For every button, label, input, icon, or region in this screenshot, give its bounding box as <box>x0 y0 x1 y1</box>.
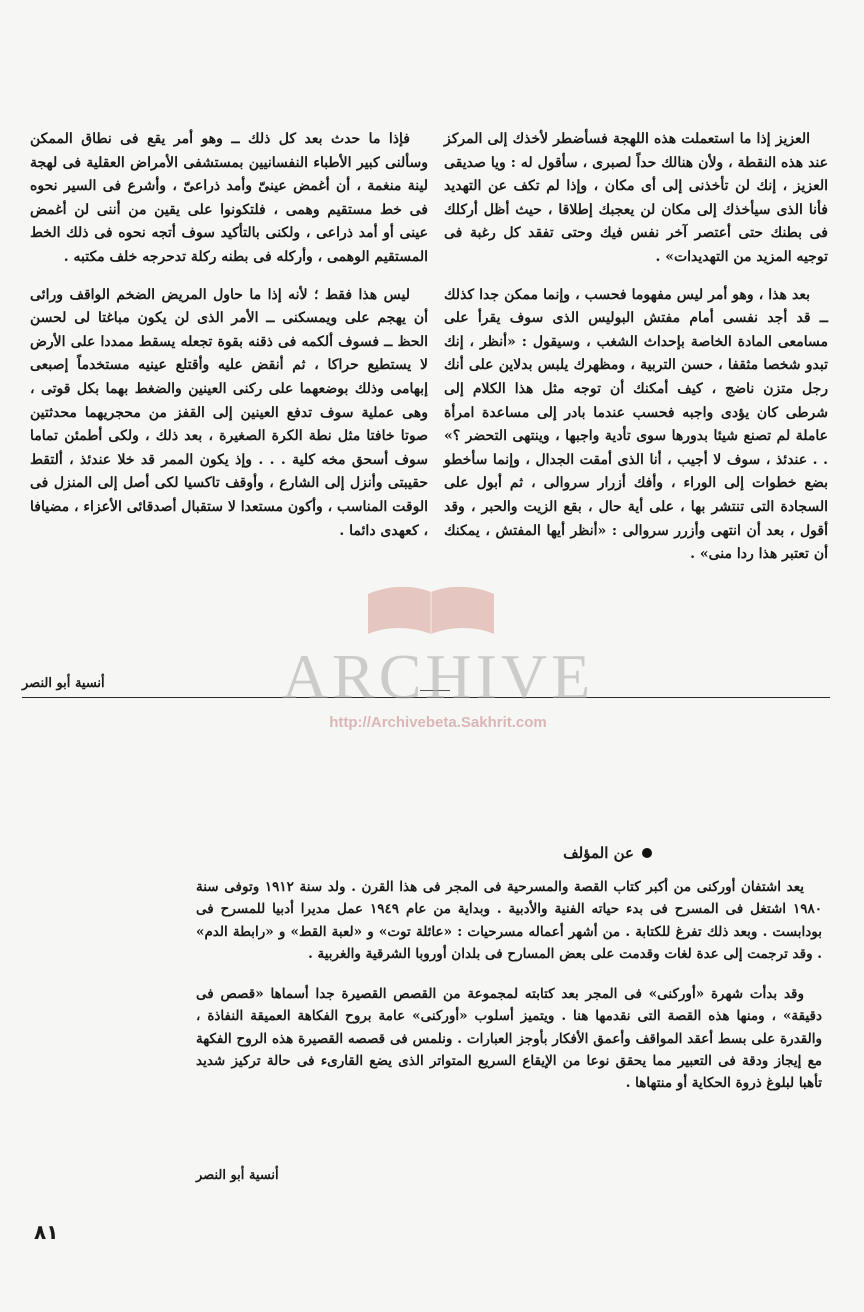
watermark-title: ARCHIVE <box>281 641 595 712</box>
page-number: ٨١ <box>34 1220 59 1244</box>
about-paragraph-2: وقد بدأت شهرة «أوركنى» فى المجر بعد كتابته لمجموعة من القصص القصيرة جدا أسماها «قصص فى دقيقة» ، ومنها هذه القصة التى نقدمها هنا . ويتميز أسلوب «أوركنى» عامة بروح الفكاهة العميقة النفاذة ، والقدرة على بسط أعقد المواقف وأعمق الأفكار بأوجز العبارات . ونلمس فى قصصه القصيرة هذه الروح الفكهة مع إيجاز ودقة فى التعبير مما يحقق نوعا من الإيقاع السريع المتواتر الذى يضع القارىء فى حالة تركيز شديد تأهبا لبلوغ ذروة الحكاية أو منتهاها . <box>196 986 822 1092</box>
right-paragraph-1: العزيز إذا ما استعملت هذه اللهجة فسأضطر لأخذك إلى المركز عند هذه النقطة ، ولأن هنالك حداً لصبرى ، سأقول له : ويا صديقى العزيز ، إنك لن تأخذنى إلى أى مكان ، وإذا لم تكف عن التهديد فأنا الذى سيأخذك إلى مكان لن يعجبك إطلاقا ، حيث أظل أركلك فى بطنك حتى أعتصر آخر نفس فيك وحتى تفقد كل رغبة فى توجيه المزيد من التهديدات» . <box>444 131 828 265</box>
left-paragraph-1: فإذا ما حدث بعد كل ذلك ــ وهو أمر يقع فى نطاق الممكن وسألنى كبير الأطباء النفسانيين بمستشفى الأمراض العقلية فى لهجة لينة منغمة ، أن أغمض عينىّ وأمد ذراعىّ ، وأشرع فى السير نحوه فى خط مستقيم وهمى ، فلتكونوا على يقين من أننى لن أغمض عينى أو أمد ذراعى ، ولكنى بالتأكيد سوف أتجه نحوه فى ذلك الخط المستقيم الوهمى ، وأركله فى بطنه ركلة تدحرجه خلف مكتبه . <box>30 131 428 265</box>
about-paragraph-1: يعد اشتفان أوركنى من أكبر كتاب القصة والمسرحية فى المجر فى هذا القرن . ولد سنة ١٩١٢ وتوفى سنة ١٩٨٠ اشتغل فى المسرح فى بدء حياته الفنية والأدبية . وبداية من عام ١٩٤٩ عمل مديرا أدبيا للمسرح فى بودابست . وبعد ذلك تفرغ للكتابة . من أشهر أعماله مسرحيات : «عائلة توت» و «لعبة القط» و «رابطة الدم» . وقد ترجمت إلى عدة لغات وقدمت على بعض المسارح فى بلدان أوروبا الشرقية والغربية . <box>196 879 822 962</box>
right-paragraph-2: بعد هذا ، وهو أمر ليس مفهوما فحسب ، وإنما ممكن جدا كذلك ــ قد أجد نفسى أمام مفتش البوليس الذى سوف يقرأ على مسامعى المادة الخاصة بإحداث الشغب ، وسيقول : «أنظر ، إنك تبدو شخصا مثقفا ، حسن التربية ، ومظهرك يلبس بدلاين على أنك رجل متزن ناضج ، كيف أمكنك أن توجه مثل هذا الكلام إلى شرطى كان يؤدى واجبه فحسب عندما بادر إلى مساعدة امرأة عاملة لم تصنع شيئا بدورها سوى تأدية واجبها ، وينتهى التحضر ؟» . . عندئذ ، سوف لا أجيب ، أنا الذى أمقت الجدال ، وإنما سأخطو بضع خطوات إلى الوراء ، وأفك أزرار سروالى ، ثم أبول على السجادة التى تنتشر بها ، على أية حال ، بقع الزيت والحبر ، وقد أقول ، بعد أن انتهى وأزرر سروالى : «أنظر أيها المفتش ، يمكنك أن تعتبر هذا ردا منى» . <box>444 286 828 563</box>
left-paragraph-2: ليس هذا فقط ؛ لأنه إذا ما حاول المريض الضخم الواقف ورائى أن يهجم على ويمسكنى ــ الأمر الذى لن يكون مباغتا لى لحسن الحظ ــ فسوف ألكمه فى ذقنه بقوة تجعله يسقط ممددا على الأرض لا يستطيع حراكا ، ثم أنقض عليه وأقتلع عينيه مستخدماً إصبعى إبهامى وذلك بوضعهما على ركنى العينين والضغط بهما بكل قوتى ، وهى عملية سوف تدفع العينين إلى القفز من محجريهما محدثتين صوتا خافتا مثل نطة الكرة الصغيرة ، بعد ذلك ، ولكى أطمئن تماما سوف أسحق مخه كلية . . . وإذ يكون الممر قد خلا عندئذ ، ألتقط حقيبتى وأنزل إلى الشارع ، وأوقف تاكسيا لكى أصل إلى المنزل فى الوقت المناسب ، وأكون مستعدا لا ستقبال أصدقائى الأعزاء ، مضيافا ، كعهدى دائما . <box>30 286 428 539</box>
translator-signature: أنسية أبو النصر <box>22 676 105 691</box>
about-author-heading <box>563 844 652 862</box>
about-author-heading-text: عن المؤلف <box>563 844 634 862</box>
archive-book-logo-icon <box>356 580 506 642</box>
about-signature: أنسية أبو النصر <box>196 1168 279 1183</box>
right-text-column <box>444 128 828 581</box>
about-author-text <box>196 876 822 1113</box>
left-text-column <box>30 128 428 557</box>
watermark-url: http://Archivebeta.Sakhrit.com <box>329 714 547 731</box>
bullet-icon <box>642 848 652 858</box>
